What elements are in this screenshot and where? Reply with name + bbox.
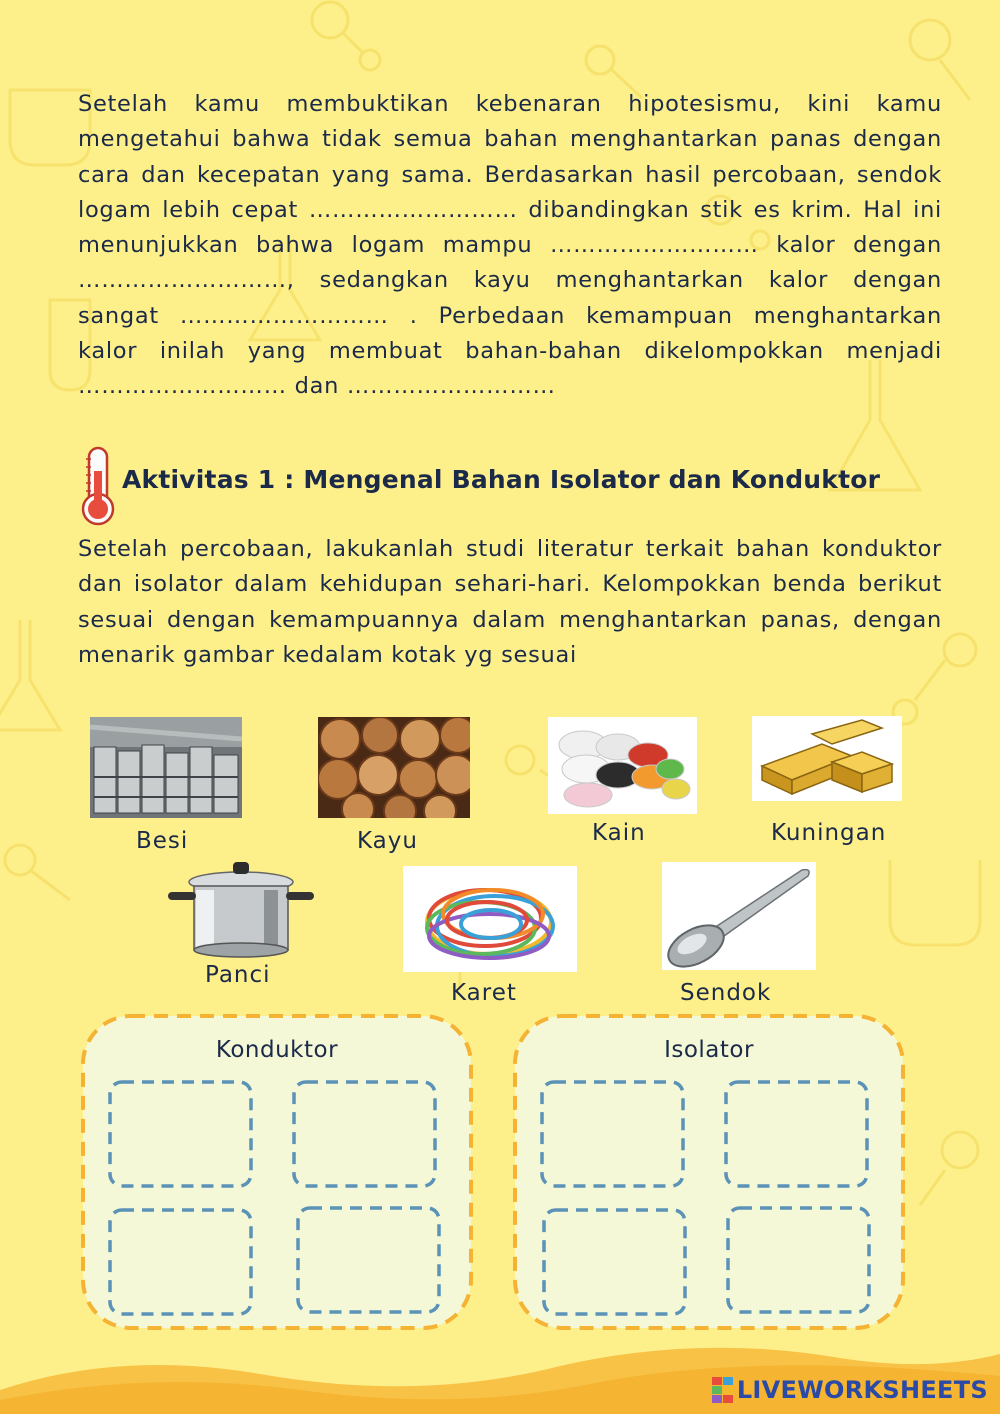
- kayu-image[interactable]: [318, 717, 470, 818]
- kain-label: Kain: [592, 820, 646, 846]
- isolator-slot[interactable]: [542, 1208, 687, 1316]
- isolator-title: Isolator: [664, 1037, 754, 1063]
- kayu-label: Kayu: [357, 828, 418, 854]
- activity-title: Aktivitas 1 : Mengenal Bahan Isolator dan Konduktor: [122, 465, 881, 494]
- activity-heading: [78, 445, 948, 529]
- karet-image[interactable]: [403, 866, 577, 972]
- konduktor-slot[interactable]: [108, 1080, 253, 1188]
- isolator-slot[interactable]: [724, 1080, 869, 1188]
- sendok-label: Sendok: [680, 980, 772, 1006]
- konduktor-zone[interactable]: [80, 1013, 474, 1331]
- kain-image[interactable]: [548, 717, 697, 814]
- sendok-image[interactable]: [662, 862, 816, 970]
- thermometer-icon: [78, 445, 118, 529]
- liveworksheets-logo: [712, 1374, 988, 1406]
- logo-text: LIVEWORKSHEETS: [736, 1376, 988, 1404]
- konduktor-slot[interactable]: [296, 1206, 441, 1314]
- intro-paragraph: Setelah kamu membuktikan kebenaran hipotesismu, kini kamu mengetahui bahwa tidak semua bahan menghantarkan panas dengan cara dan kecepatan yang sama. Berdasarkan hasil percobaan, sendok logam lebih cepat ……………………… dibandingkan stik es krim. Hal ini menunjukkan bahwa logam mampu ……………………… kalor dengan ………………………, sedangkan kayu menghantarkan kalor dengan sangat ……………………… . Perbedaan kemampuan menghantarkan kalor inilah yang membuat bahan-bahan dikelompokkan menjadi ……………………… dan ………………………: [78, 91, 942, 400]
- konduktor-slot[interactable]: [292, 1080, 437, 1188]
- isolator-slot[interactable]: [540, 1080, 685, 1188]
- besi-image[interactable]: [90, 717, 242, 818]
- isolator-slot[interactable]: [726, 1206, 871, 1314]
- kuningan-image[interactable]: [752, 716, 902, 801]
- besi-label: Besi: [136, 828, 189, 854]
- konduktor-slot[interactable]: [108, 1208, 253, 1316]
- kuningan-label: Kuningan: [771, 820, 887, 846]
- karet-label: Karet: [451, 980, 517, 1006]
- isolator-zone[interactable]: [512, 1013, 906, 1331]
- konduktor-title: Konduktor: [215, 1037, 339, 1063]
- panci-label: Panci: [205, 962, 271, 988]
- logo-icon: [712, 1377, 734, 1403]
- activity-instructions: Setelah percobaan, lakukanlah studi literatur terkait bahan konduktor dan isolator dalam kehidupan sehari-hari. Kelompokkan benda berikut sesuai dengan kemampuannya dalam menghantarkan panas, dengan menarik gambar kedalam kotak yg sesuai: [78, 536, 942, 668]
- panci-image[interactable]: [166, 860, 316, 960]
